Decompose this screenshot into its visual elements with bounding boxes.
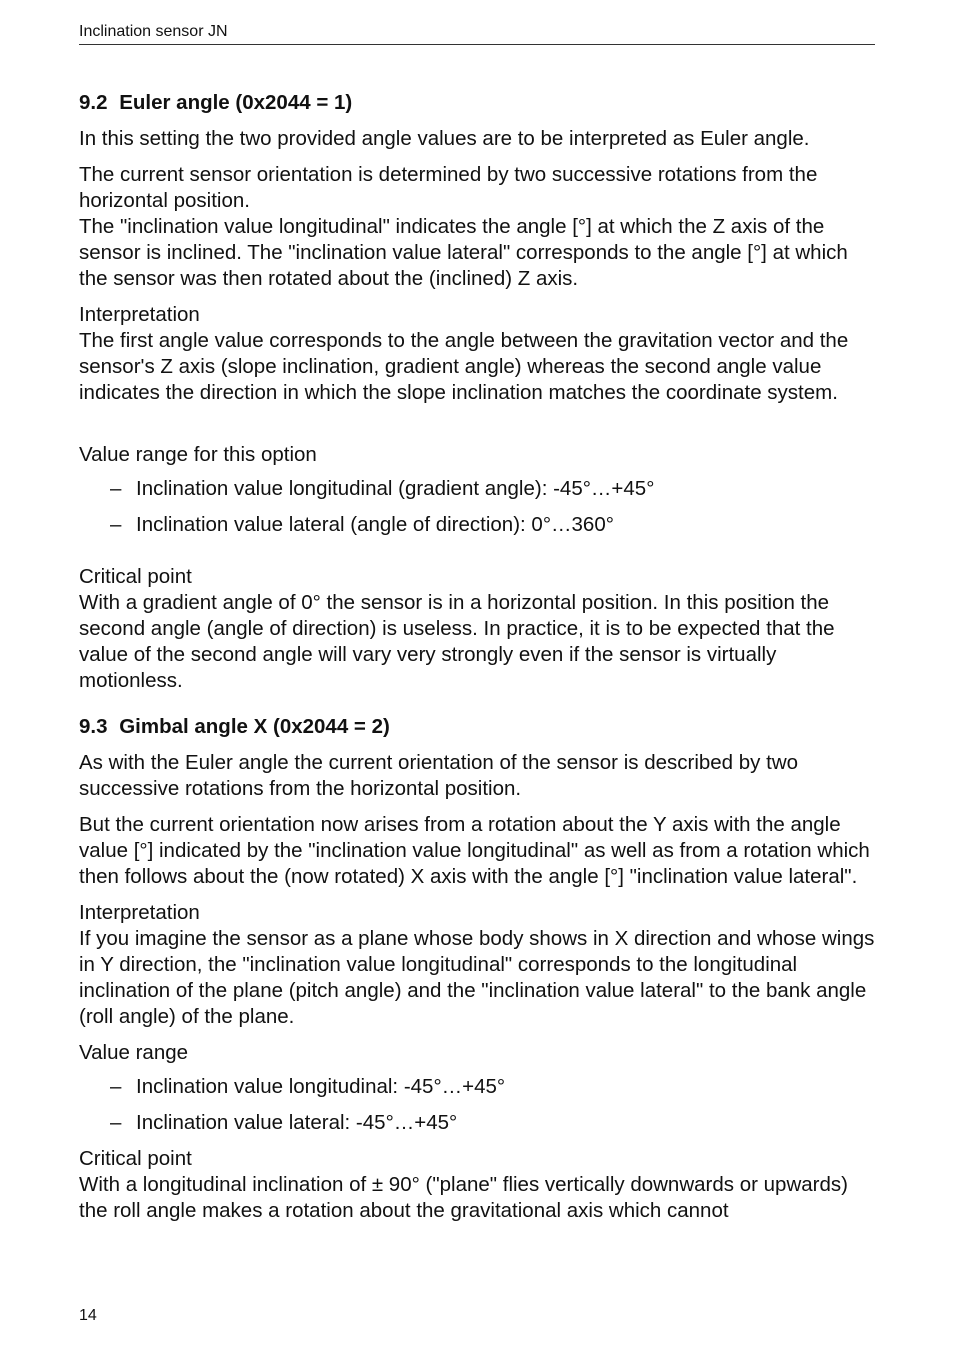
- dash-bullet: –: [110, 513, 122, 536]
- list-item-text: Inclination value lateral (angle of direction): 0°…360°: [136, 513, 614, 536]
- interpretation-block: [79, 900, 879, 1030]
- paragraph-line: The current sensor orientation is determined by two successive rotations from the horizontal position.: [79, 163, 818, 212]
- paragraph-line: The "inclination value longitudinal" indicates the angle [°] at which the Z axis of the sensor is inclined. The "inclination value lateral" corresponds to the angle [°] at which the sensor was then rotated about the (inclined) Z axis.: [79, 215, 848, 290]
- critical-point-text: With a longitudinal inclination of ± 90° ("plane" flies vertically downwards or upwards) the roll angle makes a rotation about the gravitational axis which cannot: [79, 1173, 848, 1222]
- section-heading-9-2: [79, 90, 879, 116]
- section-number: 9.2: [79, 91, 108, 114]
- dash-bullet: –: [110, 477, 122, 500]
- interpretation-block: [79, 302, 879, 406]
- list-item: [79, 1110, 879, 1136]
- paragraph: [79, 162, 879, 292]
- interpretation-text: If you imagine the sensor as a plane whose body shows in X direction and whose wings in Y direction, the "inclination value longitudinal" corresponds to the longitudinal inclination of the plane (pitch angle) and the "inclination value lateral" to the bank angle (roll angle) of the plane.: [79, 927, 875, 1028]
- spacer: [79, 548, 879, 564]
- section-number: 9.3: [79, 715, 108, 738]
- critical-point-block: [79, 1146, 879, 1224]
- list-item: [79, 512, 879, 538]
- value-range-label: Value range: [79, 1041, 189, 1064]
- section-heading-9-3: [79, 714, 879, 740]
- page-header: [79, 22, 875, 45]
- list-item-text: Inclination value lateral: -45°…+45°: [136, 1111, 458, 1134]
- critical-point-block: [79, 564, 879, 694]
- critical-point-label: Critical point: [79, 1147, 192, 1170]
- list-item: [79, 1074, 879, 1100]
- value-range-label: Value range for this option: [79, 443, 317, 466]
- value-range-list: [79, 476, 879, 538]
- section-title: Euler angle (0x2044 = 1): [119, 91, 353, 114]
- spacer: [79, 416, 879, 442]
- page-footer: [79, 1306, 97, 1326]
- list-item: [79, 476, 879, 502]
- interpretation-label: Interpretation: [79, 901, 200, 924]
- interpretation-label: Interpretation: [79, 303, 200, 326]
- page-number: 14: [79, 1307, 97, 1324]
- critical-point-label: Critical point: [79, 565, 192, 588]
- section-title: Gimbal angle X (0x2044 = 2): [119, 715, 390, 738]
- critical-point-text: With a gradient angle of 0° the sensor is in a horizontal position. In this position the second angle (angle of direction) is useless. In practice, it is to be expected that the value of the second angle will vary very strongly even if the sensor is virtually motionless.: [79, 591, 835, 692]
- header-title: Inclination sensor JN: [79, 23, 228, 40]
- paragraph: As with the Euler angle the current orientation of the sensor is described by two successive rotations from the horizontal position.: [79, 751, 799, 800]
- list-item-text: Inclination value longitudinal: -45°…+45°: [136, 1075, 506, 1098]
- value-range-list: [79, 1074, 879, 1136]
- page-content: [79, 90, 879, 1234]
- paragraph: But the current orientation now arises from a rotation about the Y axis with the angle value [°] indicated by the "inclination value longitudinal" as well as from a rotation which then follows about the (now rotated) X axis with the angle [°] "inclination value lateral".: [79, 813, 870, 888]
- paragraph: In this setting the two provided angle values are to be interpreted as Euler angle.: [79, 127, 810, 150]
- interpretation-text: The first angle value corresponds to the angle between the gravitation vector and the sensor's Z axis (slope inclination, gradient angle) whereas the second angle value indicates the direction in which the slope inclination matches the coordinate system.: [79, 329, 849, 404]
- list-item-text: Inclination value longitudinal (gradient angle): -45°…+45°: [136, 477, 655, 500]
- dash-bullet: –: [110, 1111, 122, 1134]
- dash-bullet: –: [110, 1075, 122, 1098]
